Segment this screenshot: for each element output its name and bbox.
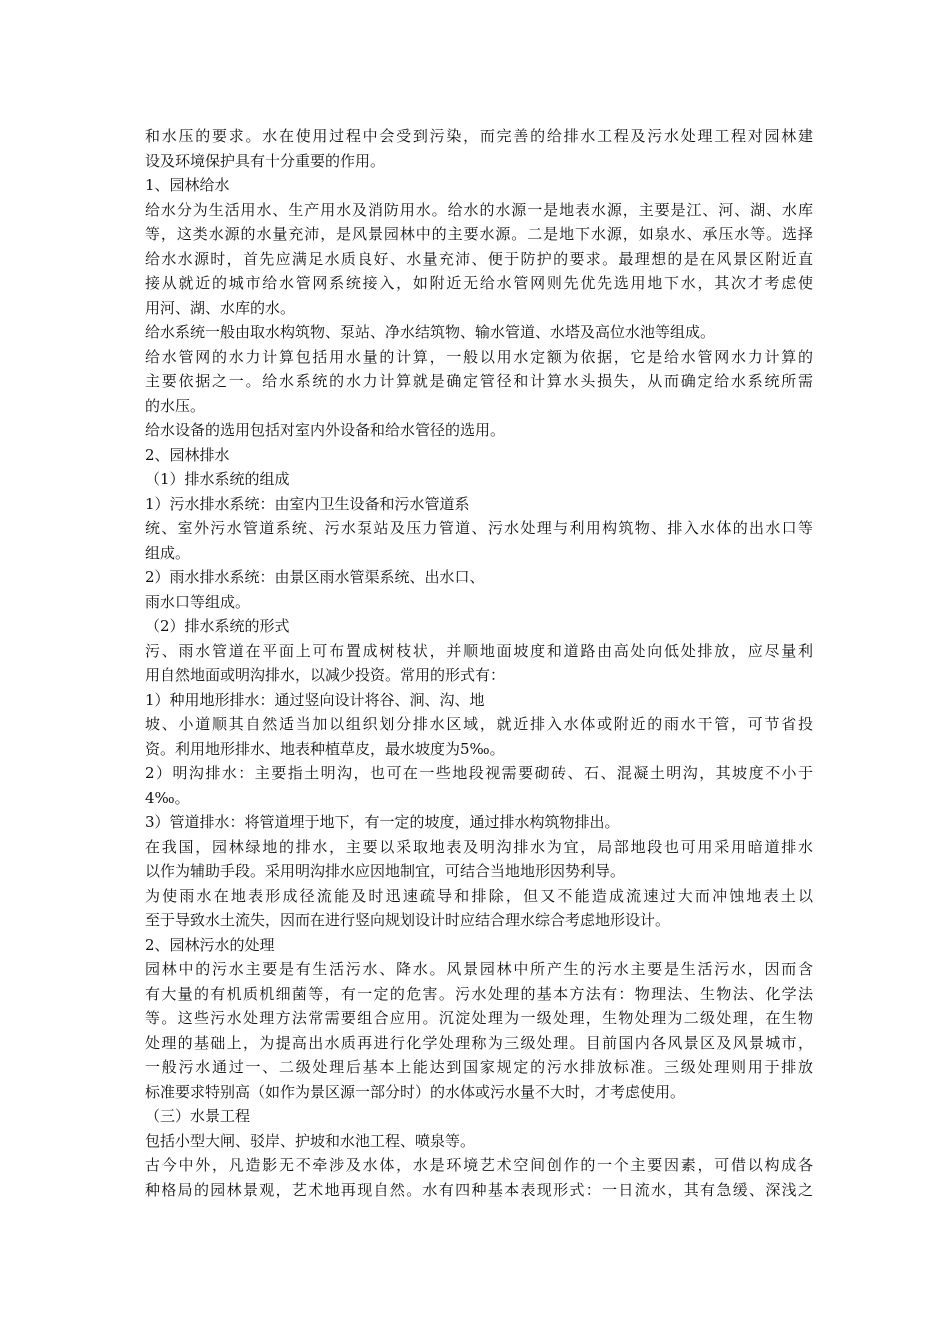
text-line: 古今中外，凡造影无不牵涉及水体，水是环境艺术空间创作的一个主要因素，可借以构成各 xyxy=(145,1156,813,1174)
text-line: 3）管道排水：将管道埋于地下，有一定的坡度，通过排水构筑物排出。 xyxy=(145,813,620,831)
text-line: 雨水口等组成。 xyxy=(145,592,251,611)
text-line: 1）种用地形排水：通过竖向设计将谷、涧、沟、地 xyxy=(145,690,485,709)
text-line: 在我国，园林绿地的排水，主要以采取地表及明沟排水为宜，局部地段也可用采用暗道排水 xyxy=(145,837,813,856)
text-line: 用河、湖、水库的水。 xyxy=(145,298,296,317)
text-line: 给水系统一般由取水构筑物、泵站、净水结筑物、输水管道、水塔及高位水池等组成。 xyxy=(145,323,716,341)
text-line: 2）明沟排水：主要指土明沟，也可在一些地段视需要砌砖、石、混凝土明沟，其坡度不小于 xyxy=(145,764,813,782)
text-line: 给水管网的水力计算包括用水量的计算，一般以用水定额为依据，它是给水管网水力计算的 xyxy=(145,347,813,366)
text-line: （1）排水系统的组成 xyxy=(145,470,290,488)
text-line: 标准要求特别高（如作为景区源一部分时）的水体或污水量不大时，才考虑使用。 xyxy=(145,1082,686,1101)
text-line: 设及环境保护具有十分重要的作用。 xyxy=(145,151,386,170)
text-line: 1、园林给水 xyxy=(145,176,230,194)
text-line: 包括小型大闸、驳岸、护坡和水池工程、喷泉等。 xyxy=(145,1131,476,1150)
text-line: 处理的基础上，为提高出水质再进行化学处理称为三级处理。目前国内各风景区及风景城市， xyxy=(145,1033,813,1052)
text-line: 以作为辅助手段。采用明沟排水应因地制宜，可结合当地地形因势利导。 xyxy=(145,862,626,880)
text-line: 2、园林污水的处理 xyxy=(145,935,275,954)
document-body xyxy=(145,124,813,1202)
text-line: 1）污水排水系统：由室内卫生设备和污水管道系 xyxy=(145,494,470,513)
text-line: 种格局的园林景观，艺术地再现自然。水有四种基本表现形式：一日流水，其有急缓、深浅之 xyxy=(145,1180,813,1199)
text-line: 统、室外污水管道系统、污水泵站及压力管道、污水处理与利用构筑物、排入水体的出水口等 xyxy=(145,519,813,537)
text-line: 2）雨水排水系统：由景区雨水管渠系统、出水口、 xyxy=(145,568,485,586)
text-line: 为使雨水在地表形成径流能及时迅速疏导和排除，但又不能造成流速过大而冲蚀地表土以 xyxy=(145,886,813,905)
text-line: 给水设备的选用包括对室内外设备和给水管径的选用。 xyxy=(145,421,506,439)
text-line: 给水水源时，首先应满足水质良好、水量充沛、便于防护的要求。最理想的是在风景区附近直 xyxy=(145,249,813,268)
text-line: 给水分为生活用水、生产用水及消防用水。给水的水源一是地表水源，主要是江、河、湖、水库 xyxy=(145,200,813,219)
text-line: 2、园林排水 xyxy=(145,445,230,464)
text-line: 一般污水通过一、二级处理后基本上能达到国家规定的污水排放标准。三级处理则用于排放 xyxy=(145,1058,813,1076)
text-line: 接从就近的城市给水管网系统接入，如附近无给水管网则先优先选用地下水，其次才考虑使 xyxy=(145,274,813,292)
text-line: 有大量的有机质机细菌等，有一定的危害。污水处理的基本方法有：物理法、生物法、化学法 xyxy=(145,984,813,1003)
text-line: 组成。 xyxy=(145,543,191,562)
text-line: 至于导致水土流失，因而在进行竖向规划设计时应结合理水综合考虑地形设计。 xyxy=(145,911,671,929)
text-line: 坡、小道顺其自然适当加以组织划分排水区域，就近排入水体或附近的雨水干管，可节省投 xyxy=(145,715,813,733)
text-line: 园林中的污水主要是有生活污水、降水。风景园林中所产生的污水主要是生活污水，因而含 xyxy=(145,960,813,978)
text-line: 污、雨水管道在平面上可布置成树枝状，并顺地面坡度和道路由高处向低处排放，应尽量利 xyxy=(145,641,813,660)
text-line: 资。利用地形排水、地表种植草皮，最水坡度为5‰。 xyxy=(145,739,505,758)
text-line: 用自然地面或明沟排水，以减少投资。常用的形式有： xyxy=(145,666,506,684)
text-line: （三）水景工程 xyxy=(145,1107,251,1125)
text-line: （2）排水系统的形式 xyxy=(145,617,290,635)
text-line: 和水压的要求。水在使用过程中会受到污染，而完善的给排水工程及污水处理工程对园林建 xyxy=(145,127,813,145)
text-line: 主要依据之一。给水系统的水力计算就是确定管径和计算水头损失，从而确定给水系统所需 xyxy=(145,372,813,390)
text-line: 等。这些污水处理方法常需要组合应用。沉淀处理为一级处理，生物处理为二级处理，在生物 xyxy=(145,1009,813,1027)
text-line: 等，这类水源的水量充沛，是风景园林中的主要水源。二是地下水源，如泉水、承压水等。选择 xyxy=(145,225,813,243)
text-line: 的水压。 xyxy=(145,396,206,415)
text-line: 4‰。 xyxy=(145,788,190,807)
